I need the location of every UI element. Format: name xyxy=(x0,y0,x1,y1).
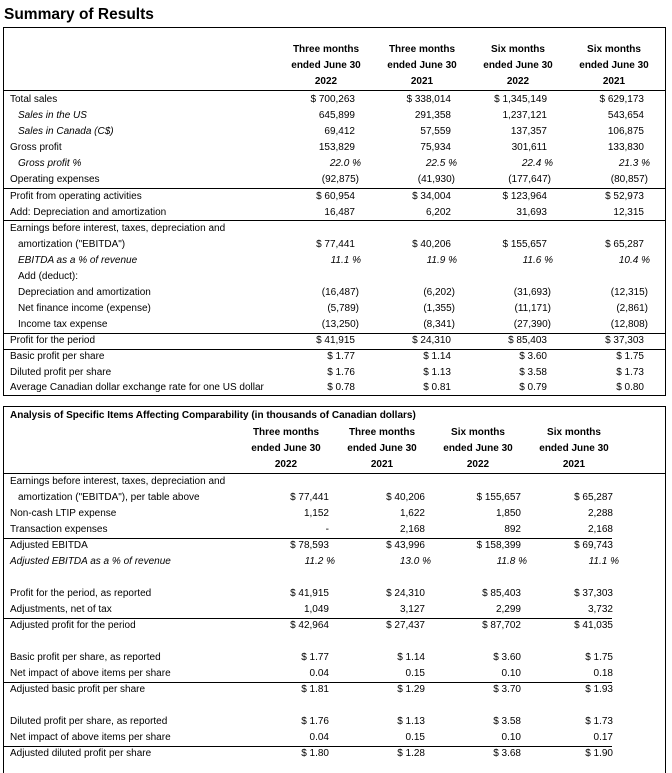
row-label: Basic profit per share xyxy=(10,351,105,362)
table-row xyxy=(4,189,665,205)
cell: 11.1 % xyxy=(330,255,361,266)
cell: 21.3 % xyxy=(618,158,650,169)
cell: $ 3.58 xyxy=(519,367,547,378)
col-header-4: Six months ended June 30 2021 xyxy=(579,44,649,87)
cell: $ 0.81 xyxy=(423,382,451,393)
page-title: Summary of Results xyxy=(4,6,154,23)
cell: 75,934 xyxy=(420,142,451,153)
row-label: Sales in the US xyxy=(18,110,87,121)
cell: $ 60,954 xyxy=(316,191,355,202)
cell: 12,315 xyxy=(613,207,644,218)
cell: (1,355) xyxy=(423,303,455,314)
cell: $ 0.80 xyxy=(616,382,644,393)
cell: (31,693) xyxy=(513,287,551,298)
cell: 69,412 xyxy=(324,126,355,137)
cell: $ 3.70 xyxy=(493,684,521,695)
cell: $ 41,035 xyxy=(574,620,613,631)
row-label: Earnings before interest, taxes, depreciation and xyxy=(10,476,226,487)
cell: 10.4 % xyxy=(618,255,650,266)
table-row xyxy=(4,253,665,269)
cell: $ 1.73 xyxy=(585,716,613,727)
cell: (12,315) xyxy=(610,287,648,298)
cell: - xyxy=(325,524,329,535)
cell: $ 87,702 xyxy=(482,620,521,631)
cell: (2,861) xyxy=(616,303,648,314)
table-row xyxy=(4,317,665,333)
cell: $ 1.77 xyxy=(327,351,355,362)
cell: $ 1.73 xyxy=(616,367,644,378)
table-row xyxy=(4,124,665,140)
row-label: Adjustments, net of tax xyxy=(10,604,112,615)
cell: $ 1.75 xyxy=(616,351,644,362)
cell: $ 77,441 xyxy=(316,239,355,250)
cell: $ 700,263 xyxy=(310,94,355,105)
cell: $ 77,441 xyxy=(290,492,329,503)
table-row xyxy=(4,714,665,730)
cell: 301,611 xyxy=(511,142,547,153)
row-label: Adjusted EBITDA xyxy=(10,540,88,551)
row-label: Adjusted profit for the period xyxy=(10,620,136,631)
row-label: Non-cash LTIP expense xyxy=(10,508,117,519)
row-label: Gross profit % xyxy=(18,158,82,169)
col-header-3: Six months ended June 30 2022 xyxy=(483,44,553,87)
row-label: Net impact of above items per share xyxy=(10,668,171,679)
row-label: Adjusted basic profit per share xyxy=(10,684,146,695)
cell: 11.9 % xyxy=(426,255,457,266)
cell: 22.4 % xyxy=(521,158,553,169)
cell: 1,622 xyxy=(399,508,425,519)
cell: 892 xyxy=(504,524,521,535)
cell: 133,830 xyxy=(607,142,644,153)
cell: $ 158,399 xyxy=(476,540,521,551)
cell: 0.15 xyxy=(405,668,425,679)
cell: $ 37,303 xyxy=(605,335,644,346)
row-label: Profit for the period xyxy=(10,335,96,346)
cell: 11.2 % xyxy=(304,556,335,567)
row-label: Adjusted EBITDA as a % of revenue xyxy=(10,556,171,567)
cell: $ 1.13 xyxy=(397,716,425,727)
cell: 0.04 xyxy=(309,732,329,743)
col-header-3: Six months ended June 30 2022 xyxy=(443,427,513,470)
cell: (5,789) xyxy=(327,303,359,314)
col-header-2: Three months ended June 30 2021 xyxy=(347,427,417,470)
table-row xyxy=(4,333,665,349)
table-row xyxy=(4,301,665,317)
col-header-2: Three months ended June 30 2021 xyxy=(387,44,457,87)
col-header-1: Three months ended June 30 2022 xyxy=(291,44,361,87)
cell: $ 41,915 xyxy=(290,588,329,599)
cell: $ 3.68 xyxy=(493,748,521,759)
cell: $ 1,345,149 xyxy=(494,94,547,105)
cell: $ 123,964 xyxy=(502,191,547,202)
cell: (92,875) xyxy=(321,174,359,185)
table-row xyxy=(4,618,665,634)
table-row xyxy=(4,474,665,490)
table-row xyxy=(4,172,665,188)
cell: 1,237,121 xyxy=(502,110,547,121)
cell: $ 37,303 xyxy=(574,588,613,599)
col-header-1: Three months ended June 30 2022 xyxy=(251,427,321,470)
cell: $ 155,657 xyxy=(502,239,547,250)
cell: $ 1.90 xyxy=(585,748,613,759)
cell: 11.8 % xyxy=(496,556,527,567)
summary-table xyxy=(3,27,666,396)
cell: 1,049 xyxy=(303,604,329,615)
cell: 0.17 xyxy=(593,732,613,743)
cell: 0.10 xyxy=(501,668,521,679)
row-label: Net impact of above items per share xyxy=(10,732,171,743)
cell: 57,559 xyxy=(420,126,451,137)
row-label: Sales in Canada (C$) xyxy=(18,126,114,137)
table-row xyxy=(4,108,665,124)
cell: $ 1.81 xyxy=(301,684,329,695)
table-row xyxy=(4,522,665,538)
cell: 2,168 xyxy=(587,524,613,535)
cell: 3,127 xyxy=(399,604,425,615)
row-label: Total sales xyxy=(10,94,58,105)
cell: $ 0.78 xyxy=(327,382,355,393)
row-label: Diluted profit per share xyxy=(10,367,112,378)
cell: 2,288 xyxy=(587,508,613,519)
cell: $ 3.60 xyxy=(519,351,547,362)
cell: $ 1.75 xyxy=(585,652,613,663)
cell: $ 27,437 xyxy=(386,620,425,631)
cell: 2,299 xyxy=(495,604,521,615)
cell: (80,857) xyxy=(610,174,648,185)
row-label: Gross profit xyxy=(10,142,62,153)
cell: 3,732 xyxy=(587,604,613,615)
cell: $ 1.77 xyxy=(301,652,329,663)
table-row xyxy=(4,92,665,108)
cell: 13.0 % xyxy=(399,556,431,567)
cell: 11.6 % xyxy=(522,255,553,266)
cell: $ 24,310 xyxy=(412,335,451,346)
cell: (27,390) xyxy=(513,319,551,330)
table-row xyxy=(4,156,665,172)
row-label: Operating expenses xyxy=(10,174,100,185)
cell: $ 155,657 xyxy=(476,492,521,503)
cell: 543,654 xyxy=(607,110,644,121)
table-row xyxy=(4,365,665,381)
cell: $ 85,403 xyxy=(508,335,547,346)
row-label: amortization ("EBITDA") xyxy=(18,239,126,250)
cell: $ 78,593 xyxy=(290,540,329,551)
cell: 11.1 % xyxy=(588,556,619,567)
table-row xyxy=(4,237,665,253)
table-row xyxy=(4,221,665,237)
cell: $ 1.76 xyxy=(327,367,355,378)
cell: $ 42,964 xyxy=(290,620,329,631)
cell: $ 34,004 xyxy=(412,191,451,202)
table-row xyxy=(4,269,665,285)
cell: $ 1.93 xyxy=(585,684,613,695)
row-label: Profit from operating activities xyxy=(10,191,142,202)
table-row xyxy=(4,140,665,156)
cell: $ 43,996 xyxy=(386,540,425,551)
cell: (41,930) xyxy=(417,174,455,185)
cell: $ 24,310 xyxy=(386,588,425,599)
table-row xyxy=(4,730,665,746)
table-row xyxy=(4,380,665,396)
cell: 645,899 xyxy=(318,110,355,121)
cell: $ 629,173 xyxy=(599,94,644,105)
cell: 106,875 xyxy=(607,126,644,137)
cell: $ 65,287 xyxy=(605,239,644,250)
cell: $ 40,206 xyxy=(386,492,425,503)
row-label: amortization ("EBITDA"), per table above xyxy=(18,492,200,503)
row-label: Average Canadian dollar exchange rate for one US dollar xyxy=(10,382,264,393)
cell: 22.5 % xyxy=(425,158,457,169)
cell: 0.18 xyxy=(593,668,613,679)
row-label: Diluted profit per share, as reported xyxy=(10,716,168,727)
table-row xyxy=(4,586,665,602)
cell: 16,487 xyxy=(324,207,355,218)
cell: 2,168 xyxy=(399,524,425,535)
cell: 1,850 xyxy=(495,508,521,519)
cell: 153,829 xyxy=(318,142,355,153)
cell: $ 1.76 xyxy=(301,716,329,727)
cell: 1,152 xyxy=(303,508,329,519)
comparability-table xyxy=(3,406,666,773)
cell: $ 0.79 xyxy=(519,382,547,393)
col-header-4: Six months ended June 30 2021 xyxy=(539,427,609,470)
table-row xyxy=(4,349,665,365)
cell: $ 85,403 xyxy=(482,588,521,599)
table-row xyxy=(4,666,665,682)
cell: 6,202 xyxy=(425,207,451,218)
cell: $ 69,743 xyxy=(574,540,613,551)
cell: 0.10 xyxy=(501,732,521,743)
row-label: Basic profit per share, as reported xyxy=(10,652,161,663)
cell: $ 338,014 xyxy=(406,94,451,105)
cell: $ 40,206 xyxy=(412,239,451,250)
table-title: Analysis of Specific Items Affecting Comparability (in thousands of Canadian dollars) xyxy=(10,410,416,421)
cell: $ 3.60 xyxy=(493,652,521,663)
cell: (11,171) xyxy=(514,303,551,314)
table-row xyxy=(4,602,665,618)
table-row xyxy=(4,538,665,554)
cell: $ 1.29 xyxy=(397,684,425,695)
cell: (16,487) xyxy=(321,287,359,298)
cell: (8,341) xyxy=(423,319,455,330)
table-row xyxy=(4,205,665,221)
row-label: Earnings before interest, taxes, depreciation and xyxy=(10,223,226,234)
row-label: Net finance income (expense) xyxy=(18,303,151,314)
cell: (12,808) xyxy=(610,319,648,330)
row-label: Add (deduct): xyxy=(18,271,79,282)
cell: $ 1.13 xyxy=(423,367,451,378)
table-row xyxy=(4,285,665,301)
table-row xyxy=(4,650,665,666)
table-row xyxy=(4,554,665,570)
cell: (13,250) xyxy=(321,319,359,330)
table-row xyxy=(4,682,665,698)
row-label: Profit for the period, as reported xyxy=(10,588,152,599)
row-label: Adjusted diluted profit per share xyxy=(10,748,152,759)
cell: 0.15 xyxy=(405,732,425,743)
cell: (177,647) xyxy=(508,174,551,185)
table-row xyxy=(4,506,665,522)
cell: $ 52,973 xyxy=(605,191,644,202)
table-row xyxy=(4,746,665,762)
row-label: Add: Depreciation and amortization xyxy=(10,207,167,218)
row-label: EBITDA as a % of revenue xyxy=(18,255,138,266)
cell: $ 3.58 xyxy=(493,716,521,727)
cell: $ 41,915 xyxy=(316,335,355,346)
row-label: Transaction expenses xyxy=(10,524,108,535)
cell: $ 1.80 xyxy=(301,748,329,759)
cell: 22.0 % xyxy=(329,158,361,169)
cell: $ 1.28 xyxy=(397,748,425,759)
cell: $ 65,287 xyxy=(574,492,613,503)
cell: 137,357 xyxy=(510,126,547,137)
cell: $ 1.14 xyxy=(423,351,451,362)
row-label: Income tax expense xyxy=(18,319,108,330)
row-label: Depreciation and amortization xyxy=(18,287,151,298)
table-row xyxy=(4,490,665,506)
cell: 31,693 xyxy=(516,207,547,218)
cell: 291,358 xyxy=(414,110,451,121)
header-divider xyxy=(4,90,665,91)
cell: $ 1.14 xyxy=(397,652,425,663)
cell: 0.04 xyxy=(309,668,329,679)
cell: (6,202) xyxy=(423,287,455,298)
